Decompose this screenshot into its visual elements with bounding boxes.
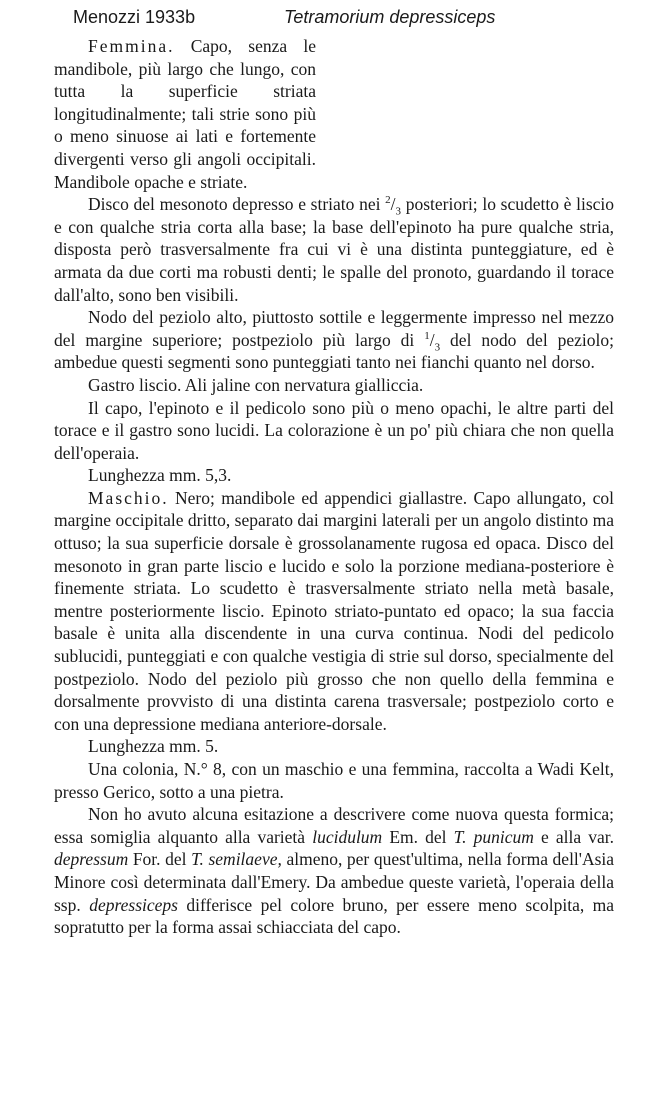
header-species: Tetramorium depressiceps bbox=[284, 7, 496, 27]
femmina-label: Femmina. bbox=[88, 36, 175, 56]
nodo-text-b: del nodo del peziolo; ambedue questi segmenti sono punteggiati tanto nei fianchi quanto nel dorso. bbox=[54, 329, 614, 373]
taxon-name: T. punicum bbox=[453, 826, 534, 847]
disco-text-a: Disco del mesonoto depresso e striato nei bbox=[88, 194, 381, 215]
header-author: Menozzi 1933b bbox=[73, 7, 196, 27]
fraction-numerator: 1 bbox=[424, 329, 430, 342]
fraction-numerator: 2 bbox=[385, 194, 391, 207]
paragraph-nodo: Nodo del peziolo alto, piuttosto sottile e leggermente impresso nel mezzo del margine superiore; postpeziolo più largo di $^1/_3$ del nodo del peziolo; ambedue questi segmenti sono punteggiati tanto nei fianchi quanto nel dorso. bbox=[54, 307, 614, 373]
maschio-text: Nero; mandibole ed appendici giallastre. Capo allungato, col margine occipitale dritto, separato dai margini laterali per un angolo distinto ma ottuso; la sua superficie dorsale è grossolanamente rugosa ed opaca. Disco del mesonoto in gran parte liscio e lucido e solo la porzione mediana-posteriore è finemente striata. Lo scudetto è trasversalmente striato nella metà basale, mentre posteriormente liscio. Epinoto striato-puntato ed opaco; la sua faccia basale è unita alla discendente in una curva continua. Nodi del pedicolo sublucidi, punteggiati e con qualche vestigia di strie sul dorso, specialmente del postpeziolo. Nodo del peziolo più grosso che non quello della femmina e dorsalmente provvisto di una distinta carena trasversale; postpeziolo corto e con una depressione mediana anteriore-dorsale. bbox=[54, 487, 614, 734]
taxon-name: depressum bbox=[54, 849, 129, 870]
paragraph-lunghezza-femmina: Lunghezza mm. 5,3. bbox=[88, 465, 232, 486]
maschio-label: Maschio. bbox=[88, 487, 169, 508]
taxon-name: lucidulum bbox=[312, 826, 383, 847]
paragraph-maschio bbox=[54, 487, 614, 736]
taxon-name: T. semilaeve, bbox=[191, 849, 282, 870]
discussion-text-f: differisce pel colore bruno, per essere meno scolpita, ma sopratutto per la forma assai schiacciata del capo. bbox=[54, 894, 615, 938]
paragraph-colonia: Una colonia, N.° 8, con un maschio e una femmina, raccolta a Wadi Kelt, presso Gerico, sotto a una pietra. bbox=[54, 759, 614, 802]
discussion-text-a: Non ho avuto alcuna esitazione a descrivere come nuova questa formica; essa somiglia alquanto alla varietà bbox=[54, 804, 614, 847]
paragraph-femmina bbox=[54, 35, 316, 193]
disco-text-b: posteriori; lo scudetto è liscio e con qualche stria corta alla base; la base dell'epinoto ha pure qualche stria, disposta però trasversalmente fra cui vi è una distinta punteggiature, ed è armata da due corti ma robusti denti; le spalle del pronoto, guardando il torace dall'alto, sono ben visibili. bbox=[54, 194, 615, 305]
discussion-text-d: For. del bbox=[132, 849, 187, 870]
fraction-denominator: 3 bbox=[434, 341, 441, 354]
discussion-text-c: e alla var. bbox=[541, 826, 615, 847]
document-body bbox=[54, 35, 614, 939]
paragraph-gastro: Gastro liscio. Ali jaline con nervatura gialliccia. bbox=[88, 374, 424, 395]
taxon-name: depressiceps bbox=[89, 894, 178, 915]
paragraph-capo: Il capo, l'epinoto e il pedicolo sono più o meno opachi, le altre parti del torace e il gastro sono lucidi. La colorazione è un po' più chiara che non quella dell'operaia. bbox=[54, 397, 614, 463]
paragraph-disco: Disco del mesonoto depresso e striato nei $^2/_3$ posteriori; lo scudetto è liscio e con qualche stria corta alla base; la base dell'epinoto ha pure qualche stria, disposta però trasversalmente fra cui vi è una distinta punteggiature, ed è armata da due corti ma robusti denti; le spalle del pronoto, guardando il torace dall'alto, sono ben visibili. bbox=[54, 194, 615, 305]
femmina-text: Capo, senza le mandibole, più largo che lungo, con tutta la superficie striata longitudinalmente; tali strie sono più o meno sinuose ai lati e fortemente divergenti verso gli angoli occipitali. Mandibole opache e striate. bbox=[54, 36, 316, 192]
paragraph-discussion bbox=[54, 803, 614, 939]
fraction-denominator: 3 bbox=[395, 205, 402, 218]
nodo-text-a: Nodo del peziolo alto, piuttosto sottile e leggermente impresso nel mezzo del margine superiore; postpeziolo più largo di bbox=[54, 307, 614, 350]
discussion-text-b: Em. del bbox=[389, 826, 447, 847]
discussion-text-e: almeno, per quest'ultima, nella forma dell'Asia Minore così determinata dall'Emery. Da ambedue queste varietà, l'operaia della ssp. bbox=[54, 849, 615, 915]
paragraph-lunghezza-maschio: Lunghezza mm. 5. bbox=[88, 736, 219, 757]
